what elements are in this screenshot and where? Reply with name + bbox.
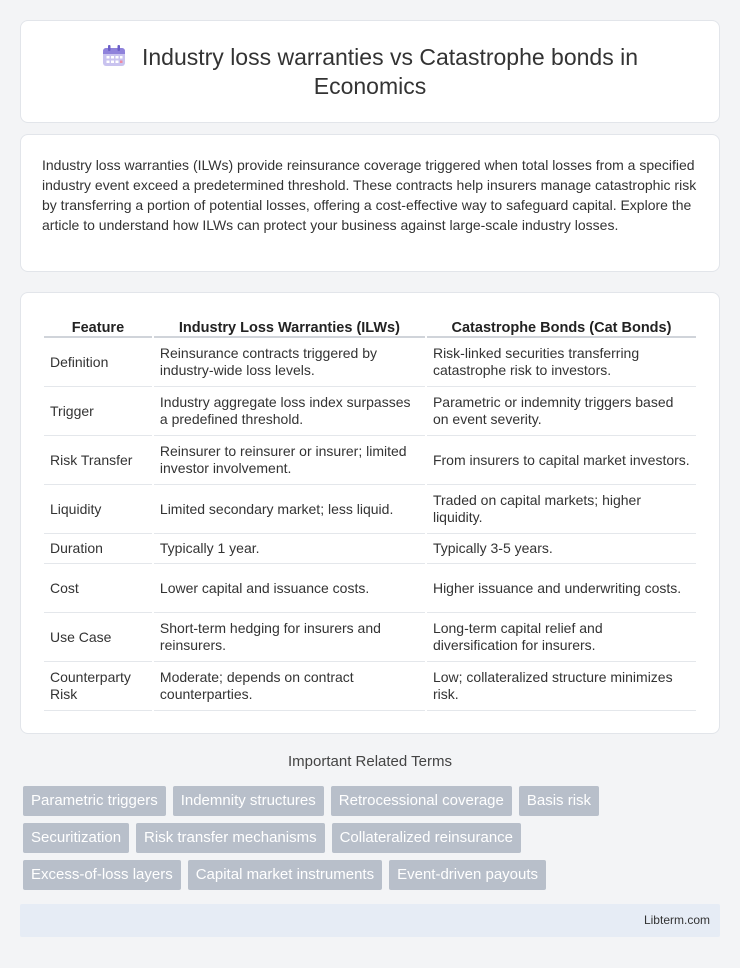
- row-ilw: Industry aggregate loss index surpasses a predefined threshold.: [154, 387, 425, 436]
- tag-retrocessional-coverage[interactable]: Retrocessional coverage: [331, 786, 512, 816]
- tag-basis-risk[interactable]: Basis risk: [519, 786, 599, 816]
- row-feature: Liquidity: [44, 485, 152, 534]
- row-cat: Traded on capital markets; higher liquidity.: [427, 485, 696, 534]
- tag-collateralized-reinsurance[interactable]: Collateralized reinsurance: [332, 823, 521, 853]
- row-feature: Use Case: [44, 613, 152, 662]
- table-row: [44, 387, 696, 436]
- footer: [20, 904, 720, 937]
- row-cat: Low; collateralized structure minimizes risk.: [427, 662, 696, 711]
- row-cat: Parametric or indemnity triggers based on event severity.: [427, 387, 696, 436]
- row-cat: Risk-linked securities transferring catastrophe risk to investors.: [427, 338, 696, 387]
- related-terms-title: Important Related Terms: [288, 753, 452, 770]
- tag-risk-transfer-mechanisms[interactable]: Risk transfer mechanisms: [136, 823, 325, 853]
- row-cat: Long-term capital relief and diversification for insurers.: [427, 613, 696, 662]
- title-line-2: Economics: [313, 73, 427, 99]
- intro-text: Industry loss warranties (ILWs) provide reinsurance coverage triggered when total losses from a specified industry event exceed a predetermined threshold. These contracts help insurers manage catastrophic risk by transferring a portion of potential losses, offering a cost-effective way to safeguard capital. Explore the article to understand how ILWs can protect your business against large-scale industry losses.: [42, 157, 697, 233]
- row-ilw: Lower capital and issuance costs.: [154, 564, 425, 613]
- tag-row: [23, 823, 723, 853]
- tag-row: [23, 860, 723, 890]
- row-feature: Cost: [44, 564, 152, 613]
- header-cat-bonds: Catastrophe Bonds (Cat Bonds): [427, 316, 696, 338]
- calendar-icon: [102, 45, 126, 67]
- table-row: [44, 534, 696, 564]
- row-ilw: Reinsurer to reinsurer or insurer; limited investor involvement.: [154, 436, 425, 485]
- title-line-1: Industry loss warranties vs Catastrophe bonds in: [141, 44, 639, 70]
- row-feature: Definition: [44, 338, 152, 387]
- related-terms: [23, 786, 723, 897]
- row-cat: From insurers to capital market investors.: [427, 436, 696, 485]
- table-row: [44, 564, 696, 613]
- table-row: [44, 338, 696, 387]
- table-row: [44, 662, 696, 711]
- tag-excess-of-loss-layers[interactable]: Excess-of-loss layers: [23, 860, 181, 890]
- page-title: [21, 43, 719, 101]
- comparison-table: [42, 316, 698, 711]
- row-feature: Trigger: [44, 387, 152, 436]
- tag-indemnity-structures[interactable]: Indemnity structures: [173, 786, 324, 816]
- row-cat: Typically 3-5 years.: [427, 534, 696, 564]
- row-feature: Risk Transfer: [44, 436, 152, 485]
- tag-securitization[interactable]: Securitization: [23, 823, 129, 853]
- table-header-row: [44, 316, 696, 338]
- tag-parametric-triggers[interactable]: Parametric triggers: [23, 786, 166, 816]
- table-row: [44, 613, 696, 662]
- tag-capital-market-instruments[interactable]: Capital market instruments: [188, 860, 382, 890]
- title-card: [20, 20, 720, 123]
- row-ilw: Typically 1 year.: [154, 534, 425, 564]
- row-ilw: Moderate; depends on contract counterparties.: [154, 662, 425, 711]
- tag-event-driven-payouts[interactable]: Event-driven payouts: [389, 860, 546, 890]
- header-ilw: Industry Loss Warranties (ILWs): [154, 316, 425, 338]
- row-ilw: Limited secondary market; less liquid.: [154, 485, 425, 534]
- row-feature: Duration: [44, 534, 152, 564]
- intro-card: [20, 134, 720, 272]
- comparison-table-card: [20, 292, 720, 734]
- table-row: [44, 436, 696, 485]
- tag-row: [23, 786, 723, 816]
- row-feature: Counterparty Risk: [44, 662, 152, 711]
- row-ilw: Short-term hedging for insurers and reinsurers.: [154, 613, 425, 662]
- table-row: [44, 485, 696, 534]
- row-ilw: Reinsurance contracts triggered by industry-wide loss levels.: [154, 338, 425, 387]
- row-cat: Higher issuance and underwriting costs.: [427, 564, 696, 613]
- header-feature: Feature: [44, 316, 152, 338]
- footer-brand[interactable]: Libterm.com: [643, 913, 710, 927]
